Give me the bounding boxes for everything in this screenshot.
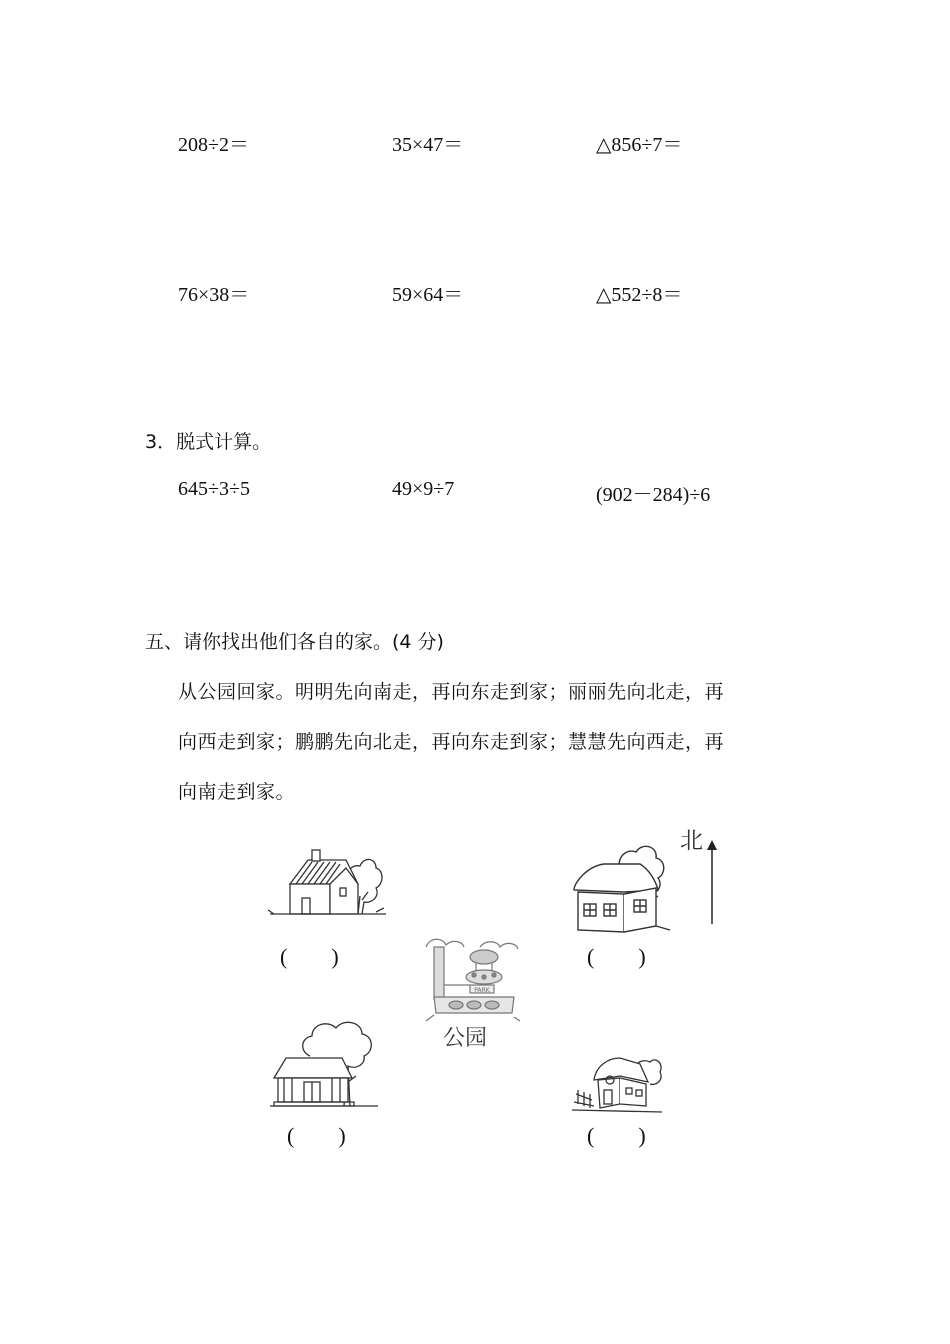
problem-856-div-7: △856÷7＝ [596, 134, 683, 156]
problem-902-minus-284-div-6: (902－284)÷6 [596, 484, 711, 506]
problem-645-div-3-div-5: 645÷3÷5 [178, 478, 250, 500]
paragraph-line-1: 从公园回家。明明先向南走，再向东走到家；丽丽先向北走，再 [178, 681, 725, 703]
house-top-right-icon [570, 842, 675, 937]
house-bottom-right-icon [572, 1054, 664, 1114]
problem-76-times-38: 76×38＝ [178, 284, 250, 306]
problem-552-div-8: △552÷8＝ [596, 284, 683, 306]
section-3-title: 3．脱式计算。 [145, 431, 272, 453]
answer-blank-top-left[interactable]: ( ) [280, 944, 339, 969]
problem-49-times-9-div-7: 49×9÷7 [392, 478, 455, 500]
park-label: 公园 [443, 1026, 488, 1051]
north-arrow-icon [704, 838, 720, 926]
paragraph-line-3: 向南走到家。 [178, 781, 296, 803]
answer-blank-bottom-left[interactable]: ( ) [287, 1123, 346, 1148]
house-bottom-left-icon [270, 1018, 380, 1110]
park-icon [424, 935, 522, 1025]
paragraph-line-2: 向西走到家；鹏鹏先向北走，再向东走到家；慧慧先向西走，再 [178, 731, 725, 753]
north-label: 北 [680, 828, 703, 854]
problem-208-div-2: 208÷2＝ [178, 134, 249, 156]
answer-blank-bottom-right[interactable]: ( ) [587, 1123, 646, 1148]
problem-59-times-64: 59×64＝ [392, 284, 464, 306]
house-top-left-icon [268, 838, 388, 920]
park-sign-text: PARK [474, 987, 490, 994]
section-5-title: 五、请你找出他们各自的家。(4 分) [145, 631, 444, 653]
answer-blank-top-right[interactable]: ( ) [587, 944, 646, 969]
problem-35-times-47: 35×47＝ [392, 134, 464, 156]
